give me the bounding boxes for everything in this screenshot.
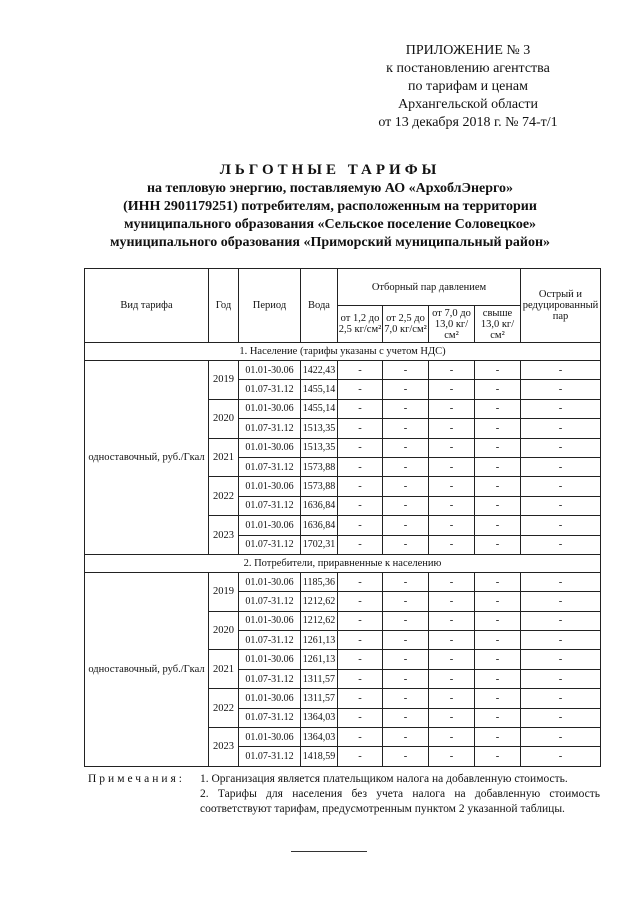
period-cell: 01.07-31.12 xyxy=(239,535,301,554)
dash-cell: - xyxy=(429,669,475,688)
dash-cell: - xyxy=(429,689,475,708)
dash-cell: - xyxy=(338,572,383,591)
appendix-line: к постановлению агентства xyxy=(386,61,550,76)
dash-cell: - xyxy=(521,728,601,747)
dash-cell: - xyxy=(521,572,601,591)
dash-cell: - xyxy=(475,689,521,708)
dash-cell: - xyxy=(383,572,429,591)
notes-list xyxy=(200,772,600,817)
water-value-cell: 1261,13 xyxy=(301,631,338,650)
table-row xyxy=(85,572,601,591)
title-line: (ИНН 2901179251) потребителям, расположенным на территории xyxy=(123,199,537,214)
dash-cell: - xyxy=(429,650,475,669)
note-item: 2. Тарифы для населения без учета налога на добавленную стоимость соответствуют тарифам, предусмотренным пунктом 2 указанной таблицы. xyxy=(200,788,600,815)
document-title xyxy=(60,160,600,252)
dash-cell: - xyxy=(338,438,383,457)
dash-cell: - xyxy=(475,728,521,747)
dash-cell: - xyxy=(475,477,521,496)
dash-cell: - xyxy=(429,457,475,476)
dash-cell: - xyxy=(383,611,429,630)
dash-cell: - xyxy=(475,592,521,611)
dash-cell: - xyxy=(338,708,383,727)
dash-cell: - xyxy=(338,361,383,380)
period-cell: 01.01-30.06 xyxy=(239,516,301,535)
title-line: на тепловую энергию, поставляемую АО «АрхоблЭнерго» xyxy=(146,181,514,196)
dash-cell: - xyxy=(338,611,383,630)
dash-cell: - xyxy=(383,747,429,766)
section-row xyxy=(85,554,601,572)
dash-cell: - xyxy=(521,669,601,688)
note-item: 1. Организация является плательщиком налога на добавленную стоимость. xyxy=(200,773,568,785)
year-cell: 2019 xyxy=(209,361,239,400)
dash-cell: - xyxy=(475,650,521,669)
dash-cell: - xyxy=(475,361,521,380)
dash-cell: - xyxy=(521,419,601,438)
dash-cell: - xyxy=(429,399,475,418)
dash-cell: - xyxy=(338,399,383,418)
dash-cell: - xyxy=(521,516,601,535)
dash-cell: - xyxy=(383,496,429,515)
dash-cell: - xyxy=(383,650,429,669)
header-sharp-steam: Острый и редуцированный пар xyxy=(521,269,601,343)
dash-cell: - xyxy=(475,631,521,650)
water-value-cell: 1185,36 xyxy=(301,572,338,591)
dash-cell: - xyxy=(521,438,601,457)
period-cell: 01.07-31.12 xyxy=(239,631,301,650)
period-cell: 01.01-30.06 xyxy=(239,399,301,418)
dash-cell: - xyxy=(521,592,601,611)
section-row xyxy=(85,343,601,361)
water-value-cell: 1261,13 xyxy=(301,650,338,669)
header-period: Период xyxy=(239,269,301,343)
water-value-cell: 1418,59 xyxy=(301,747,338,766)
water-value-cell: 1636,84 xyxy=(301,496,338,515)
header-steam: Отборный пар давлением xyxy=(338,269,521,306)
water-value-cell: 1364,03 xyxy=(301,708,338,727)
dash-cell: - xyxy=(475,457,521,476)
dash-cell: - xyxy=(475,708,521,727)
appendix-line: ПРИЛОЖЕНИЕ № 3 xyxy=(405,43,531,58)
year-cell: 2020 xyxy=(209,611,239,650)
year-cell: 2021 xyxy=(209,438,239,477)
appendix-line: по тарифам и ценам xyxy=(408,79,528,94)
header-steam-col: от 2,5 до 7,0 кг/см² xyxy=(383,306,429,343)
period-cell: 01.01-30.06 xyxy=(239,572,301,591)
dash-cell: - xyxy=(521,477,601,496)
dash-cell: - xyxy=(338,516,383,535)
dash-cell: - xyxy=(338,747,383,766)
dash-cell: - xyxy=(521,650,601,669)
dash-cell: - xyxy=(429,419,475,438)
dash-cell: - xyxy=(429,361,475,380)
year-cell: 2020 xyxy=(209,399,239,438)
dash-cell: - xyxy=(475,419,521,438)
dash-cell: - xyxy=(475,399,521,418)
dash-cell: - xyxy=(429,592,475,611)
dash-cell: - xyxy=(338,689,383,708)
water-value-cell: 1212,62 xyxy=(301,592,338,611)
dash-cell: - xyxy=(383,516,429,535)
period-cell: 01.01-30.06 xyxy=(239,477,301,496)
dash-cell: - xyxy=(429,708,475,727)
dash-cell: - xyxy=(338,728,383,747)
dash-cell: - xyxy=(429,631,475,650)
title-line: муниципального образования «Приморский муниципальный район» xyxy=(109,235,551,250)
tariff-type-cell: одноставочный, руб./Гкал xyxy=(85,572,209,766)
dash-cell: - xyxy=(383,708,429,727)
water-value-cell: 1455,14 xyxy=(301,399,338,418)
dash-cell: - xyxy=(429,572,475,591)
period-cell: 01.01-30.06 xyxy=(239,361,301,380)
title-line: муниципального образования «Сельское поселение Соловецкое» xyxy=(123,217,537,232)
dash-cell: - xyxy=(383,457,429,476)
title-main: ЛЬГОТНЫЕ ТАРИФЫ xyxy=(219,162,441,178)
header-steam-col: от 1,2 до 2,5 кг/см² xyxy=(338,306,383,343)
header-water: Вода xyxy=(301,269,338,343)
dash-cell: - xyxy=(475,669,521,688)
dash-cell: - xyxy=(521,708,601,727)
period-cell: 01.07-31.12 xyxy=(239,496,301,515)
period-cell: 01.01-30.06 xyxy=(239,728,301,747)
separator-line xyxy=(291,851,367,852)
period-cell: 01.07-31.12 xyxy=(239,380,301,399)
header-tariff-type: Вид тарифа xyxy=(85,269,209,343)
water-value-cell: 1636,84 xyxy=(301,516,338,535)
year-cell: 2019 xyxy=(209,572,239,611)
dash-cell: - xyxy=(383,669,429,688)
dash-cell: - xyxy=(521,361,601,380)
dash-cell: - xyxy=(521,496,601,515)
dash-cell: - xyxy=(383,728,429,747)
header-steam-col: от 7,0 до 13,0 кг/см² xyxy=(429,306,475,343)
period-cell: 01.01-30.06 xyxy=(239,611,301,630)
water-value-cell: 1702,31 xyxy=(301,535,338,554)
dash-cell: - xyxy=(429,438,475,457)
year-cell: 2022 xyxy=(209,477,239,516)
appendix-header xyxy=(340,42,596,132)
dash-cell: - xyxy=(521,457,601,476)
table-row xyxy=(85,361,601,380)
dash-cell: - xyxy=(338,631,383,650)
dash-cell: - xyxy=(383,477,429,496)
dash-cell: - xyxy=(383,689,429,708)
dash-cell: - xyxy=(475,438,521,457)
dash-cell: - xyxy=(338,496,383,515)
dash-cell: - xyxy=(383,631,429,650)
period-cell: 01.01-30.06 xyxy=(239,650,301,669)
period-cell: 01.01-30.06 xyxy=(239,438,301,457)
appendix-line: от 13 декабря 2018 г. № 74-т/1 xyxy=(378,115,558,130)
period-cell: 01.07-31.12 xyxy=(239,457,301,476)
dash-cell: - xyxy=(475,516,521,535)
dash-cell: - xyxy=(429,380,475,399)
water-value-cell: 1513,35 xyxy=(301,438,338,457)
year-cell: 2023 xyxy=(209,516,239,555)
dash-cell: - xyxy=(475,572,521,591)
dash-cell: - xyxy=(475,535,521,554)
dash-cell: - xyxy=(521,399,601,418)
dash-cell: - xyxy=(521,380,601,399)
dash-cell: - xyxy=(338,669,383,688)
section-title: 1. Население (тарифы указаны с учетом НДС) xyxy=(85,343,601,361)
period-cell: 01.07-31.12 xyxy=(239,592,301,611)
water-value-cell: 1573,88 xyxy=(301,477,338,496)
period-cell: 01.07-31.12 xyxy=(239,747,301,766)
water-value-cell: 1311,57 xyxy=(301,689,338,708)
header-year: Год xyxy=(209,269,239,343)
section-title: 2. Потребители, приравненные к населению xyxy=(85,554,601,572)
water-value-cell: 1364,03 xyxy=(301,728,338,747)
dash-cell: - xyxy=(521,747,601,766)
dash-cell: - xyxy=(429,477,475,496)
dash-cell: - xyxy=(475,747,521,766)
dash-cell: - xyxy=(383,361,429,380)
dash-cell: - xyxy=(338,380,383,399)
dash-cell: - xyxy=(475,611,521,630)
header-steam-col: свыше 13,0 кг/см² xyxy=(475,306,521,343)
dash-cell: - xyxy=(338,457,383,476)
water-value-cell: 1212,62 xyxy=(301,611,338,630)
dash-cell: - xyxy=(383,438,429,457)
dash-cell: - xyxy=(429,747,475,766)
tariff-type-cell: одноставочный, руб./Гкал xyxy=(85,361,209,555)
dash-cell: - xyxy=(429,516,475,535)
dash-cell: - xyxy=(383,380,429,399)
dash-cell: - xyxy=(338,419,383,438)
period-cell: 01.01-30.06 xyxy=(239,689,301,708)
water-value-cell: 1455,14 xyxy=(301,380,338,399)
dash-cell: - xyxy=(383,399,429,418)
dash-cell: - xyxy=(521,535,601,554)
tariff-table xyxy=(84,268,601,767)
dash-cell: - xyxy=(383,592,429,611)
year-cell: 2022 xyxy=(209,689,239,728)
period-cell: 01.07-31.12 xyxy=(239,419,301,438)
appendix-line: Архангельской области xyxy=(398,97,538,112)
dash-cell: - xyxy=(338,592,383,611)
dash-cell: - xyxy=(429,611,475,630)
year-cell: 2021 xyxy=(209,650,239,689)
dash-cell: - xyxy=(521,689,601,708)
water-value-cell: 1513,35 xyxy=(301,419,338,438)
period-cell: 01.07-31.12 xyxy=(239,669,301,688)
dash-cell: - xyxy=(383,535,429,554)
dash-cell: - xyxy=(521,631,601,650)
year-cell: 2023 xyxy=(209,728,239,767)
period-cell: 01.07-31.12 xyxy=(239,708,301,727)
dash-cell: - xyxy=(383,419,429,438)
dash-cell: - xyxy=(338,477,383,496)
water-value-cell: 1573,88 xyxy=(301,457,338,476)
water-value-cell: 1311,57 xyxy=(301,669,338,688)
dash-cell: - xyxy=(475,496,521,515)
dash-cell: - xyxy=(475,380,521,399)
dash-cell: - xyxy=(429,728,475,747)
dash-cell: - xyxy=(338,650,383,669)
water-value-cell: 1422,43 xyxy=(301,361,338,380)
dash-cell: - xyxy=(338,535,383,554)
dash-cell: - xyxy=(429,496,475,515)
dash-cell: - xyxy=(521,611,601,630)
dash-cell: - xyxy=(429,535,475,554)
notes-label: Примечания: xyxy=(88,773,185,785)
